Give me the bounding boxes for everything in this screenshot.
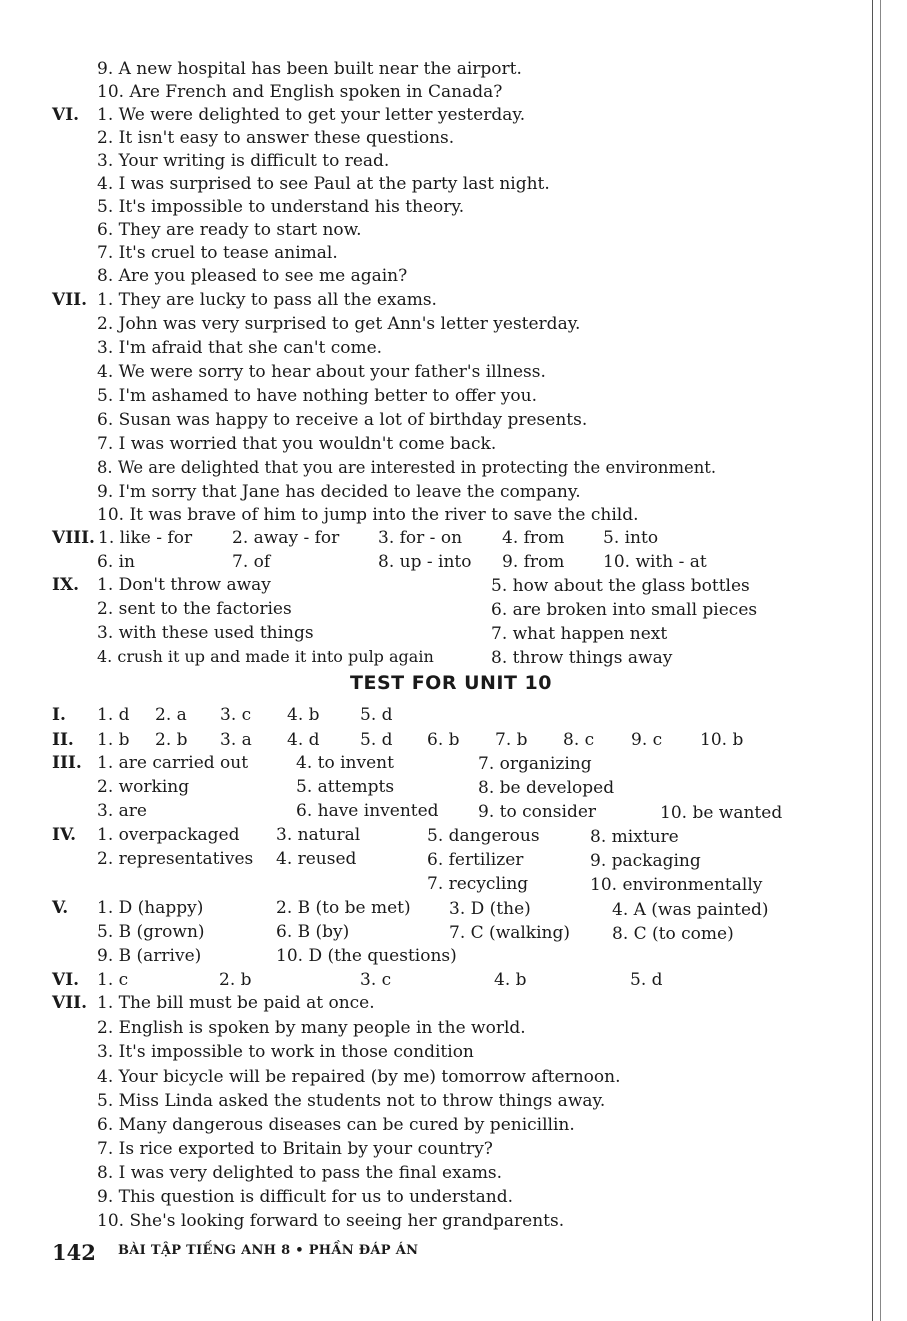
list-item: 6. Susan was happy to receive a lot of birthday presents. xyxy=(97,410,588,430)
answer-cell: 5. d xyxy=(630,970,663,990)
answer-cell: 1. D (happy) xyxy=(97,898,204,918)
list-item: 9. This question is difficult for us to understand. xyxy=(97,1187,513,1207)
answer-cell: 2. b xyxy=(219,970,252,990)
margin-line xyxy=(880,0,881,1321)
section-numeral: IV. xyxy=(52,825,77,845)
answer-cell: 4. reused xyxy=(276,849,357,869)
list-item: 4. I was surprised to see Paul at the party last night. xyxy=(97,174,550,194)
answer-cell: 7. what happen next xyxy=(491,624,668,644)
list-item: 1. We were delighted to get your letter yesterday. xyxy=(97,105,526,125)
list-item: 1. They are lucky to pass all the exams. xyxy=(97,290,437,310)
answer-cell: 4. d xyxy=(287,730,320,750)
answer-cell: 8. c xyxy=(563,730,595,750)
answer-cell: 4. crush it up and made it into pulp again xyxy=(97,647,434,666)
answer-cell: 4. from xyxy=(502,528,565,548)
answer-cell: 8. mixture xyxy=(590,827,679,847)
answer-cell: 10. environmentally xyxy=(590,875,763,895)
answer-cell: 4. b xyxy=(287,705,320,725)
answer-cell: 6. have invented xyxy=(296,801,439,821)
answer-cell: 9. from xyxy=(502,552,565,572)
answer-cell: 4. A (was painted) xyxy=(612,900,769,920)
list-item: 6. Many dangerous diseases can be cured by penicillin. xyxy=(97,1115,575,1135)
answer-cell: 7. recycling xyxy=(427,874,529,894)
page-number: 142 xyxy=(52,1240,96,1265)
answer-cell: 9. packaging xyxy=(590,851,701,871)
section-numeral: VII. xyxy=(52,290,88,310)
section-numeral: III. xyxy=(52,753,82,773)
list-item: 4. Your bicycle will be repaired (by me) tomorrow afternoon. xyxy=(97,1067,621,1087)
section-numeral: VI. xyxy=(52,105,80,125)
answer-cell: 1. c xyxy=(97,970,129,990)
answer-cell: 7. C (walking) xyxy=(449,923,570,943)
answer-cell: 9. c xyxy=(631,730,663,750)
answer-cell: 10. with - at xyxy=(603,552,707,572)
running-footer: BÀI TẬP TIẾNG ANH 8 • PHẦN ĐÁP ÁN xyxy=(118,1243,419,1258)
list-item: 9. A new hospital has been built near the airport. xyxy=(97,59,522,79)
answer-cell: 6. in xyxy=(97,552,136,572)
answer-cell: 2. representatives xyxy=(97,849,254,869)
answer-cell: 3. with these used things xyxy=(97,623,314,643)
section-numeral: VIII. xyxy=(52,528,95,548)
list-item: 1. The bill must be paid at once. xyxy=(97,993,375,1013)
list-item: 8. We are delighted that you are interested in protecting the environment. xyxy=(97,458,717,477)
answer-cell: 1. Don't throw away xyxy=(97,575,271,595)
answer-cell: 3. c xyxy=(360,970,392,990)
answer-cell: 9. to consider xyxy=(478,802,597,822)
answer-cell: 4. to invent xyxy=(296,753,394,773)
answer-cell: 2. away - for xyxy=(232,528,340,548)
list-item: 10. She's looking forward to seeing her grandparents. xyxy=(97,1211,565,1231)
answer-cell: 1. overpackaged xyxy=(97,825,240,845)
list-item: 7. It's cruel to tease animal. xyxy=(97,243,338,263)
answer-cell: 2. sent to the factories xyxy=(97,599,292,619)
answer-cell: 2. a xyxy=(155,705,187,725)
section-numeral: V. xyxy=(52,898,69,918)
answer-cell: 6. fertilizer xyxy=(427,850,524,870)
answer-cell: 10. b xyxy=(700,730,744,750)
list-item: 3. Your writing is difficult to read. xyxy=(97,151,390,171)
test-heading: TEST FOR UNIT 10 xyxy=(350,672,552,694)
answer-cell: 8. be developed xyxy=(478,778,615,798)
section-numeral: II. xyxy=(52,730,74,750)
answer-cell: 7. of xyxy=(232,552,271,572)
section-numeral: VII. xyxy=(52,993,88,1013)
answer-cell: 2. b xyxy=(155,730,188,750)
answer-cell: 8. C (to come) xyxy=(612,924,734,944)
list-item: 8. Are you pleased to see me again? xyxy=(97,266,408,286)
answer-cell: 5. attempts xyxy=(296,777,395,797)
answer-cell: 10. D (the questions) xyxy=(276,946,457,966)
answer-cell: 3. natural xyxy=(276,825,361,845)
answer-cell: 1. d xyxy=(97,705,130,725)
answer-cell: 5. B (grown) xyxy=(97,922,205,942)
section-numeral: VI. xyxy=(52,970,80,990)
list-item: 9. I'm sorry that Jane has decided to leave the company. xyxy=(97,482,581,502)
list-item: 3. It's impossible to work in those condition xyxy=(97,1042,474,1062)
answer-cell: 5. d xyxy=(360,705,393,725)
list-item: 2. John was very surprised to get Ann's letter yesterday. xyxy=(97,314,581,334)
section-numeral: IX. xyxy=(52,575,80,595)
answer-cell: 9. B (arrive) xyxy=(97,946,202,966)
answer-cell: 3. a xyxy=(220,730,252,750)
answer-cell: 5. d xyxy=(360,730,393,750)
answer-cell: 6. are broken into small pieces xyxy=(491,600,758,620)
section-numeral: I. xyxy=(52,705,66,725)
margin-line xyxy=(872,0,873,1321)
answer-cell: 6. B (by) xyxy=(276,922,350,942)
answer-cell: 10. be wanted xyxy=(660,803,783,823)
list-item: 2. English is spoken by many people in the world. xyxy=(97,1018,526,1038)
answer-cell: 2. working xyxy=(97,777,190,797)
answer-cell: 3. for - on xyxy=(378,528,463,548)
answer-cell: 1. b xyxy=(97,730,130,750)
list-item: 5. I'm ashamed to have nothing better to offer you. xyxy=(97,386,537,406)
list-item: 5. It's impossible to understand his theory. xyxy=(97,197,465,217)
list-item: 7. Is rice exported to Britain by your country? xyxy=(97,1139,493,1159)
answer-cell: 8. up - into xyxy=(378,552,472,572)
list-item: 8. I was very delighted to pass the final exams. xyxy=(97,1163,503,1183)
list-item: 6. They are ready to start now. xyxy=(97,220,362,240)
answer-cell: 1. are carried out xyxy=(97,753,249,773)
answer-cell: 3. c xyxy=(220,705,252,725)
list-item: 4. We were sorry to hear about your father's illness. xyxy=(97,362,546,382)
list-item: 7. I was worried that you wouldn't come back. xyxy=(97,434,497,454)
list-item: 10. Are French and English spoken in Canada? xyxy=(97,82,503,102)
answer-cell: 3. D (the) xyxy=(449,899,531,919)
answer-cell: 8. throw things away xyxy=(491,648,673,668)
answer-cell: 3. are xyxy=(97,801,147,821)
list-item: 10. It was brave of him to jump into the river to save the child. xyxy=(97,505,639,525)
answer-cell: 2. B (to be met) xyxy=(276,898,411,918)
answer-cell: 1. like - for xyxy=(98,528,193,548)
list-item: 2. It isn't easy to answer these questions. xyxy=(97,128,455,148)
answer-cell: 5. dangerous xyxy=(427,826,540,846)
list-item: 5. Miss Linda asked the students not to throw things away. xyxy=(97,1091,606,1111)
answer-cell: 7. organizing xyxy=(478,754,592,774)
answer-cell: 6. b xyxy=(427,730,460,750)
answer-cell: 7. b xyxy=(495,730,528,750)
list-item: 3. I'm afraid that she can't come. xyxy=(97,338,383,358)
answer-cell: 5. how about the glass bottles xyxy=(491,576,750,596)
answer-cell: 4. b xyxy=(494,970,527,990)
answer-cell: 5. into xyxy=(603,528,659,548)
